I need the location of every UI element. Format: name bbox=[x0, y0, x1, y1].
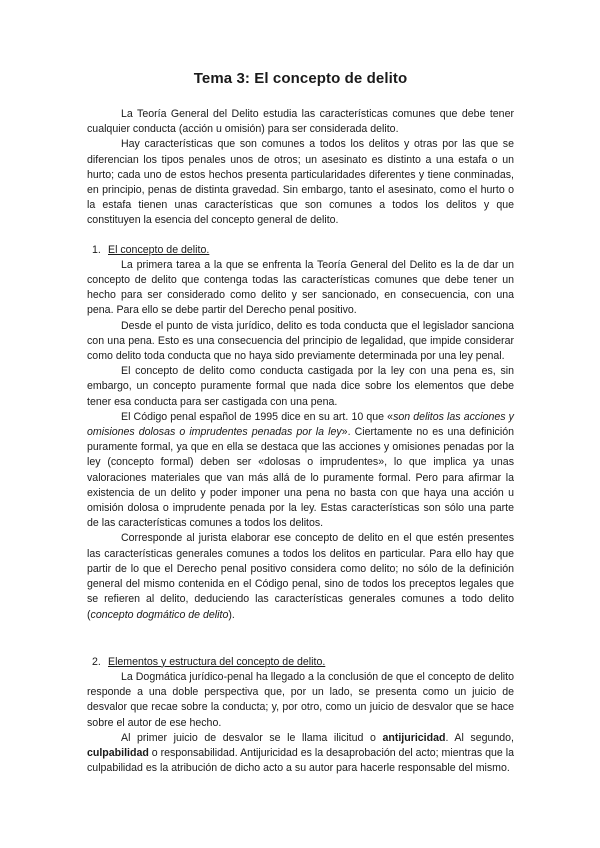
page-title: Tema 3: El concepto de delito bbox=[193, 70, 408, 87]
intro-paragraph-2: Hay características que son comunes a todos los delitos y otras por las que se diferencian los tipos penales unos de otros; un asesinato es distinto a una estafa o un hurto; cada uno de estos hechos presenta particularidades diferentes y tiene conminadas, en principio, penas de distinta gravedad. Sin embargo, tanto el asesinato, como el hurto o la estafa tienen unas características que son comunes a todos los delitos y que constituyen la esencia del concepto general de delito. bbox=[87, 138, 514, 227]
culpabilidad-term: culpabilidad bbox=[87, 746, 149, 759]
p2-text-c: . Al segundo, bbox=[445, 731, 514, 744]
section-2-number: 2. bbox=[92, 655, 101, 668]
p5-text-a: Corresponde al jurista elaborar ese concepto de delito en el que estén presentes las características generales comunes a todos los delitos en particular. Para ello hay que partir de lo que el Derecho penal positivo considera como delito; no sólo de la definición general del mismo contenida en el Código penal, sino de todos los preceptos legales que se refieren al delito, deduciendo las características generales comunes a todo delito ( bbox=[87, 532, 514, 621]
section-1-number: 1. bbox=[92, 243, 101, 256]
section-2-paragraph-2 bbox=[87, 731, 514, 777]
section-1-heading bbox=[87, 243, 514, 258]
section-1-paragraph-5 bbox=[87, 531, 514, 622]
antijuricidad-term: antijuricidad bbox=[382, 731, 446, 744]
p2-text-d: o responsabilidad. Antijuricidad es la desaprobación del acto; mientras que la culpabilidad es la atribución de dicho acto a su autor para hacerle responsable del mismo. bbox=[87, 746, 514, 775]
p2-text-a: Al primer juicio de desvalor se le llama ilicitud o bbox=[121, 731, 383, 744]
section-2-heading bbox=[87, 655, 514, 670]
section-1-title: El concepto de delito. bbox=[108, 243, 210, 256]
section-2-paragraph-1: La Dogmática jurídico-penal ha llegado a la conclusión de que el concepto de delito responde a una doble perspectiva que, por un lado, se presenta como un juicio de desvalor que recae sobre la conducta; y, por otro, como un juicio de desvalor que se hace sobre el autor de ese hecho. bbox=[87, 670, 514, 729]
section-1-paragraph-3: El concepto de delito como conducta castigada por la ley con una pena es, sin embargo, un concepto puramente formal que nada dice sobre los elementos que debe tener esa conducta para ser castigada con una pena. bbox=[87, 365, 514, 408]
p4-text-b: ». Ciertamente no es una definición puramente formal, ya que en ella se destaca que las acciones y omisiones penadas por la ley (concepto formal) deben ser «dolosas o imprudentes», lo que implica ya unas valoraciones materiales que van más allá de lo puramente formal. Pero para afirmar la existencia de un delito y poder imponer una pena no basta con que haya una acción u omisión dolosa o imprudente penada por la ley. Estas características son sólo una parte de las características comunes a todos los delitos. bbox=[87, 426, 514, 530]
intro-paragraph-1: La Teoría General del Delito estudia las características comunes que debe tener cualquier conducta (acción u omisión) para ser considerada delito. bbox=[87, 108, 514, 136]
article-10-quote: son delitos las acciones y omisiones dolosas o imprudentes penadas por la ley bbox=[87, 410, 514, 439]
section-1-paragraph-4 bbox=[87, 410, 514, 532]
section-2-title: Elementos y estructura del concepto de delito. bbox=[108, 655, 326, 668]
dogmatic-concept-term: concepto dogmático de delito bbox=[90, 608, 229, 621]
p5-text-b: ). bbox=[228, 608, 235, 621]
section-1-paragraph-2: Desde el punto de vista jurídico, delito es toda conducta que el legislador sanciona con una pena. Esto es una consecuencia del principio de legalidad, que impide considerar como delito toda conducta que no haya sido previamente determinada por una ley penal. bbox=[87, 319, 514, 363]
section-1-paragraph-1: La primera tarea a la que se enfrenta la Teoría General del Delito es la de dar un concepto de delito que contenga todas las características comunes que debe tener un hecho para ser considerado como delito y ser sancionado, en consecuencia, con una pena. Para ello se debe partir del Derecho penal positivo. bbox=[87, 258, 514, 317]
p4-text-a: El Código penal español de 1995 dice en su art. 10 que « bbox=[121, 410, 394, 423]
